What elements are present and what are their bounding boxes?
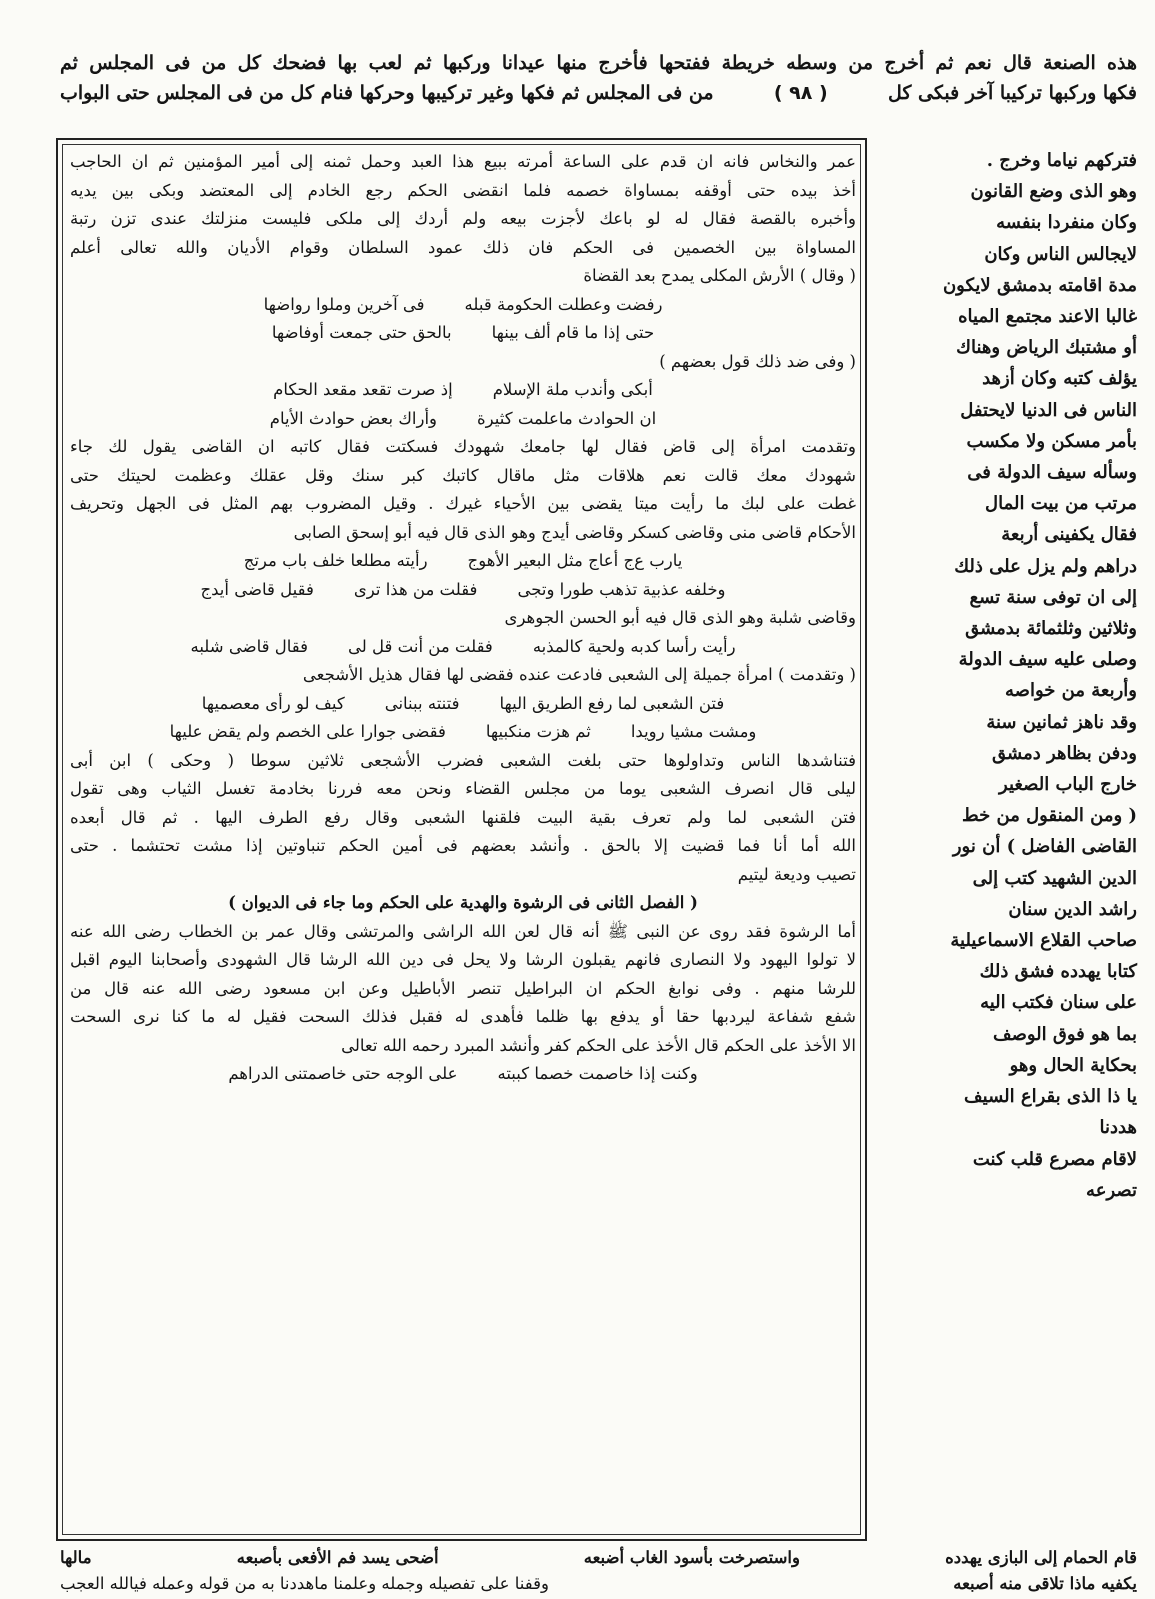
- margin-line: بحكاية الحال وهو: [1009, 1054, 1137, 1076]
- text-line: المساواة بين الخصمين فى الحكم فان ذلك عمود السلطان وقوام الأديان والله تعالى أعلم: [70, 237, 856, 257]
- text-line: أخذ بيده حتى أوقفه بمساواة خصمه فلما انقضى الحكم رجع الخادم إلى المعتضد وبكى بين يديه: [70, 180, 856, 200]
- footer-verse-1: قام الحمام إلى البازى يهدده: [945, 1548, 1137, 1567]
- hemistich: يارب ع‌ج أعاج مثل البعير الأهوج: [467, 551, 683, 570]
- hemistich: على الوجه حتى خاصمتنى الدراهم: [228, 1064, 458, 1083]
- margin-line: فقال يكفينى أربعة: [1001, 524, 1137, 546]
- margin-line: راشد الدين سنان: [1008, 898, 1137, 920]
- hemistich: ومشت مشيا رويدا: [630, 722, 757, 741]
- hemistich: فقال قاضى شلبه: [190, 636, 308, 656]
- margin-line: إلى ان توفى سنة تسع: [969, 586, 1137, 608]
- margin-line: على سنان فكتب اليه: [980, 992, 1137, 1014]
- margin-line: فتركهم نياما وخرج .: [986, 150, 1137, 171]
- text-line: ليلى قال انصرف الشعبى يوما من مجلس القضاء ونحن معه فررنا بخادمة تغسل الثياب وهى تقول: [70, 779, 856, 798]
- hemistich: رأيته مطلعا خلف باب مرتج: [243, 551, 428, 570]
- footer-verse-2: واستصرخت بأسود الغاب أضبعه: [583, 1548, 800, 1567]
- margin-line: بما هو فوق الوصف: [992, 1023, 1137, 1045]
- hemistich: ثم هزت منكبيها: [485, 722, 591, 741]
- text-line: ( وفى ضد ذلك قول بعضهم ): [659, 351, 856, 371]
- margin-column: [942, 145, 1137, 1206]
- text-line: شفع شفاعة ليردبها حقا أو يدفع بها ظلما فأهدى له فقبل فذلك السحت فقيل له ما كنا نرى السحت: [70, 1007, 856, 1026]
- text-line: وتقدمت امرأة إلى قاض فقال لها جامعك شهودك فسكتت فقال كاتبه ان القاضى يقول لك جاء: [70, 437, 856, 456]
- margin-line: الناس فى الدنيا لايحتفل: [960, 399, 1137, 421]
- margin-line: كتابا يهدده فشق ذلك: [979, 961, 1137, 983]
- margin-line: خارج الباب الصغير: [999, 774, 1137, 796]
- text-line: الله أما أنا فما قضيت إلا بالحق . وأنشد بعضهم فى أمين الحكم تنباوتين إذا مشت تحتشما . حتى: [70, 836, 856, 855]
- hemistich: ان الحوادث ماعلمت كثيرة: [477, 408, 657, 428]
- text-line: الأحكام قاضى منى وقاضى كسكر وقاضى أيدج وهو الذى قال فيه أبو إسحق الصابى: [293, 522, 856, 542]
- verse-line: [70, 319, 856, 348]
- margin-line: وثلاثين وثلثمائة بدمشق: [965, 618, 1137, 640]
- margin-line: وهو الذى وضع القانون: [970, 181, 1137, 203]
- margin-line: تصرعه: [1086, 1179, 1137, 1201]
- text-line: عمر والنخاس فانه ان قدم على الساعة أمرته ببيع هذا العبد وحمل ثمنه إلى أمير المؤمنين ثم ان الحاجب: [70, 152, 856, 171]
- hemistich: فى آخرين وملوا رواضها: [263, 294, 425, 314]
- hemistich: فتنته ببنانى: [384, 693, 460, 713]
- text-line: تصيب وديعة ليتيم: [737, 864, 856, 884]
- margin-line: وصلى عليه سيف الدولة: [958, 649, 1137, 671]
- verse-line: [70, 291, 856, 320]
- margin-line: صاحب القلاع الاسماعيلية: [950, 930, 1137, 952]
- hemistich: فقلت من أنت قل لى: [348, 636, 493, 656]
- text-line: أما الرشوة فقد روى عن النبى ﷺ أنه قال لعن الله الراشى والمرتشى وقال عمر بن الخطاب رضى الله عنه: [70, 921, 856, 941]
- margin-line: ( ومن المنقول من خط: [962, 805, 1137, 827]
- text-line: ( وتقدمت ) امرأة جميلة إلى الشعبى فادعت عنده فقضى لها فقال هذيل الأشجعى: [302, 665, 856, 684]
- margin-line: هددنا: [1099, 1117, 1137, 1139]
- page-number: ( ٩٨ ): [773, 82, 828, 104]
- verse-line: [70, 405, 856, 434]
- hemistich: بالحق حتى جمعت أوفاضها: [271, 323, 452, 342]
- header-line-1: هذه الصنعة قال نعم ثم أخرج من وسطه خريطة ففتحها فأخرج منها عيدانا وركبها ثم لعب بها فضحك كل من فى المجلس ثم: [60, 52, 1137, 74]
- margin-line: بأمر مسكن ولا مكسب: [966, 430, 1137, 452]
- margin-line: دراهم ولم يزل على ذلك: [954, 555, 1137, 577]
- text-line: ( وقال ) الأرش المكلى يمدح بعد القضاة: [583, 266, 856, 285]
- verse-line: [70, 547, 856, 576]
- footer-verse-3: أضحى يسد فم الأفعى بأصبعه: [236, 1548, 439, 1567]
- margin-line: مرتب من بيت المال: [985, 493, 1137, 515]
- verse-line: [70, 633, 856, 662]
- margin-line: القاضى الفاضل ) أن نور: [952, 836, 1137, 858]
- header-line-2-right: فكها وركبها تركيبا آخر فبكى كل: [887, 82, 1137, 104]
- text-line: للرشا منهم . وفى نوابغ الحكم ان البراطيل تنصر الأباطيل وعن ابن مسعود رضى الله عنه قال من: [70, 978, 856, 998]
- verse-line: [70, 1060, 856, 1089]
- section-heading: ( الفصل الثانى فى الرشوة والهدية على الحكم وما جاء فى الديوان ): [228, 893, 698, 912]
- text-line: فتن الشعبى لما ولم تعرف بقية البيت فلقنها الشعبى وقال رفع الطرف اليها . ثم قال أبعده: [70, 807, 856, 827]
- text-line: غطت على لبك ما رأيت ميتا يقضى بين الأحياء غيرك . وقيل المضروب بهم المثل فى الجهل وتحريف: [70, 494, 856, 513]
- text-line: فتناشدها الناس وتداولوها حتى بلغت الشعبى فضرب الأشجعى ثلاثين سوطا ( وحكى ) ابن أبى: [70, 750, 856, 770]
- margin-line: يؤلف كتبه وكان أزهد: [982, 368, 1137, 390]
- hemistich: فقلت من هذا ترى: [353, 579, 478, 599]
- margin-line: مدة اقامته بدمشق لايكون: [942, 274, 1137, 296]
- margin-line: وأربعة من خواصه: [1005, 680, 1137, 702]
- hemistich: وأراك بعض حوادث الأيام: [269, 408, 438, 428]
- margin-line: الدين الشهيد كتب إلى: [972, 867, 1137, 889]
- text-line: وأخبره بالقصة فقال له لو باعك لأجزت بيعه ولم أردك إلى ملكى فليست منزلتك عندى تزن رتبة: [70, 209, 856, 228]
- margin-line: وكان منفردا بنفسه: [996, 212, 1137, 234]
- margin-line: وقد ناهز ثمانين سنة: [986, 711, 1137, 733]
- verse-line: [70, 690, 856, 719]
- margin-line: ودفن بظاهر دمشق: [992, 742, 1137, 764]
- verse-line: [70, 718, 856, 747]
- main-text: [70, 148, 856, 1089]
- text-line: الا الأخذ على الحكم قال الأخذ على الحكم كفر وأنشد المبرد رحمه الله تعالى: [341, 1035, 856, 1055]
- margin-line: أو مشتبك الرياض وهناك: [956, 337, 1137, 359]
- hemistich: وخلفه عذبية تذهب طورا وتجى: [517, 579, 726, 599]
- text-line: لا تولوا اليهود ولا النصارى فانهم يقبلون الرشا ولا يحل فى دين الله الرشا قال الشهودى وأصحابنا اليوم اقبل: [70, 950, 856, 969]
- page-header: [60, 48, 1137, 108]
- text-line: وقاضى شلبة وهو الذى قال فيه أبو الحسن الجوهرى: [504, 608, 856, 627]
- hemistich: وكنت إذا خاصمت خصما كببته: [497, 1064, 698, 1083]
- footer-verse-4: مالها: [60, 1548, 92, 1567]
- footer-verse-5: يكفيه ماذا تلاقى منه أصبعه: [953, 1574, 1137, 1593]
- margin-line: غالبا الاعند مجتمع المياه: [958, 306, 1137, 328]
- margin-line: لايجالس الناس وكان: [984, 243, 1137, 265]
- margin-line: يا ذا الذى بقراع السيف: [964, 1086, 1137, 1108]
- hemistich: كيف لو رأى معصميها: [201, 693, 345, 713]
- verse-line: [70, 576, 856, 605]
- header-line-2-left: من فى المجلس ثم فكها وغير تركيبها وحركها فنام كل من فى المجلس حتى البواب: [60, 82, 714, 104]
- margin-line: لاقام مصرع قلب كنت: [972, 1148, 1137, 1170]
- hemistich: حتى إذا ما قام ألف بينها: [491, 323, 655, 342]
- footer-row-1: [60, 1545, 1137, 1571]
- hemistich: أبكى وأندب ملة الإسلام: [492, 380, 653, 399]
- margin-line: وسأله سيف الدولة فى: [967, 462, 1137, 484]
- footer-row-2: [60, 1571, 1137, 1597]
- page-footer: [60, 1545, 1137, 1597]
- hemistich: فتن الشعبى لما رفع الطريق اليها: [499, 693, 725, 713]
- header-line-2: [60, 78, 1137, 108]
- hemistich: فقيل قاضى أيدج: [200, 579, 314, 599]
- footer-prose: وقفنا على تفصيله وجمله وعلمنا ماهددنا به من قوله وعمله فيالله العجب: [60, 1574, 549, 1593]
- hemistich: فقضى جوارا على الخصم ولم يقض عليها: [169, 722, 446, 741]
- hemistich: إذ صرت تقعد مقعد الحكام: [273, 380, 453, 399]
- text-line: شهودك معك قالت نعم هلاقات مثل ماقال كاتبك كبر سنك وقل عقلك وعظمت لحيتك حتى: [70, 465, 856, 485]
- hemistich: رأيت رأسا كدبه ولحية كالمذبه: [532, 636, 736, 656]
- hemistich: رفضت وعطلت الحكومة قبله: [464, 294, 663, 314]
- verse-line: [70, 376, 856, 405]
